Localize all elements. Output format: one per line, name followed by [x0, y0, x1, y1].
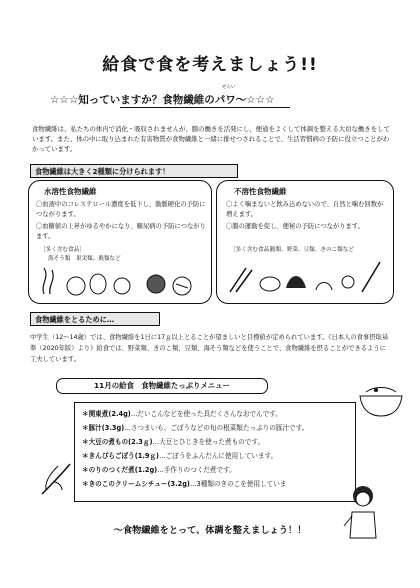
page-title: 給食で食を考えましょう!! — [102, 55, 318, 75]
insoluble-foods: 穀類、野菜、豆類、きのこ類など — [270, 247, 354, 253]
soluble-foods: 海そう類 果実類、穀類など — [48, 256, 121, 262]
soluble-point-2: 〇血糖値の上昇がゆるやかになり、糖尿病の予防につながります。 — [36, 223, 206, 240]
vegetable-illustration — [36, 460, 76, 500]
menu-item: ＊きのこのクリームシチュー(3.2g)…3種類のきのこを使用していま — [82, 480, 287, 488]
bowl-illustration — [356, 378, 406, 418]
soluble-foods-label: ［多く含む食品］ — [40, 247, 85, 253]
insoluble-point-2: 〇腸の運動を促し、便秘の予防につながります。 — [226, 223, 364, 230]
soluble-foods-illustration — [36, 264, 206, 298]
intro-paragraph: 食物繊維は、私たちの体内で消化・吸収されませんが、腸の働きを活発にし、便通をよくして体調を整える大切な働きをしています。また、体の中に取り込まれた有害物質が食物繊維と一緒に排せつされることで、生活習慣病の予防に役立つことがわかっています。 — [32, 125, 390, 153]
insoluble-foods-label: ［多く含む食品］ — [230, 247, 275, 253]
insoluble-foods-illustration — [226, 258, 386, 298]
soluble-heading: 水溶性食物繊維 — [44, 187, 97, 196]
menu-item: ＊大豆の煮もの(2.3ｇ)…大豆とひじきを使った煮ものです。 — [82, 438, 265, 446]
menu-banner: 11月の給食 食物繊維たっぷりメニュー — [56, 378, 268, 394]
intake-paragraph: 中学生（12～14歳）では、食物繊維を1日に17ｇ以上とることが望ましいと目標値が定められています。《日本人の食事摂取基準（2020年版）より》給食では、野菜類、きのこ類、豆類、海そう類などを使うことで、食物繊維を摂ることができるように工夫しています。 — [30, 334, 389, 363]
footer-message: ～食物繊維をとって、体調を整えましょう！！ — [113, 525, 307, 536]
subtitle: ☆☆☆知っていますか？食物繊維のパワ～☆☆☆ — [50, 94, 275, 106]
types-banner: 食物繊維は大きく2種類に分けられます！ — [30, 164, 238, 178]
soluble-point-1: 〇血液中のコレステロール濃度を低下し、動脈硬化の予防につながります。 — [36, 201, 206, 218]
menu-item: ＊関東煮(2.4g)…だいこんなどを使った具だくさんなおでんです。 — [82, 410, 282, 418]
insoluble-point-1: 〇よく噛まないと飲み込めないので、自然と噛む回数が増えます。 — [226, 201, 384, 218]
subtitle-underline — [120, 107, 290, 108]
insoluble-heading: 不溶性食物繊維 — [234, 187, 287, 196]
menu-item: ＊きんぴらごぼう(1.9ｇ)…ごぼうをふんだんに使用しています。 — [82, 452, 278, 460]
section-intake-heading: 食物繊維をとるために… — [30, 312, 160, 326]
menu-item: ＊のりのつくだ煮(1.2g)…手作りのつくだ煮です。 — [82, 466, 236, 474]
menu-item: ＊豚汁(3.3g)…さつまいも、ごぼうなどの旬の根菜類たっぷりの豚汁です。 — [82, 424, 309, 432]
subtitle-ruby: せんい — [222, 85, 236, 90]
